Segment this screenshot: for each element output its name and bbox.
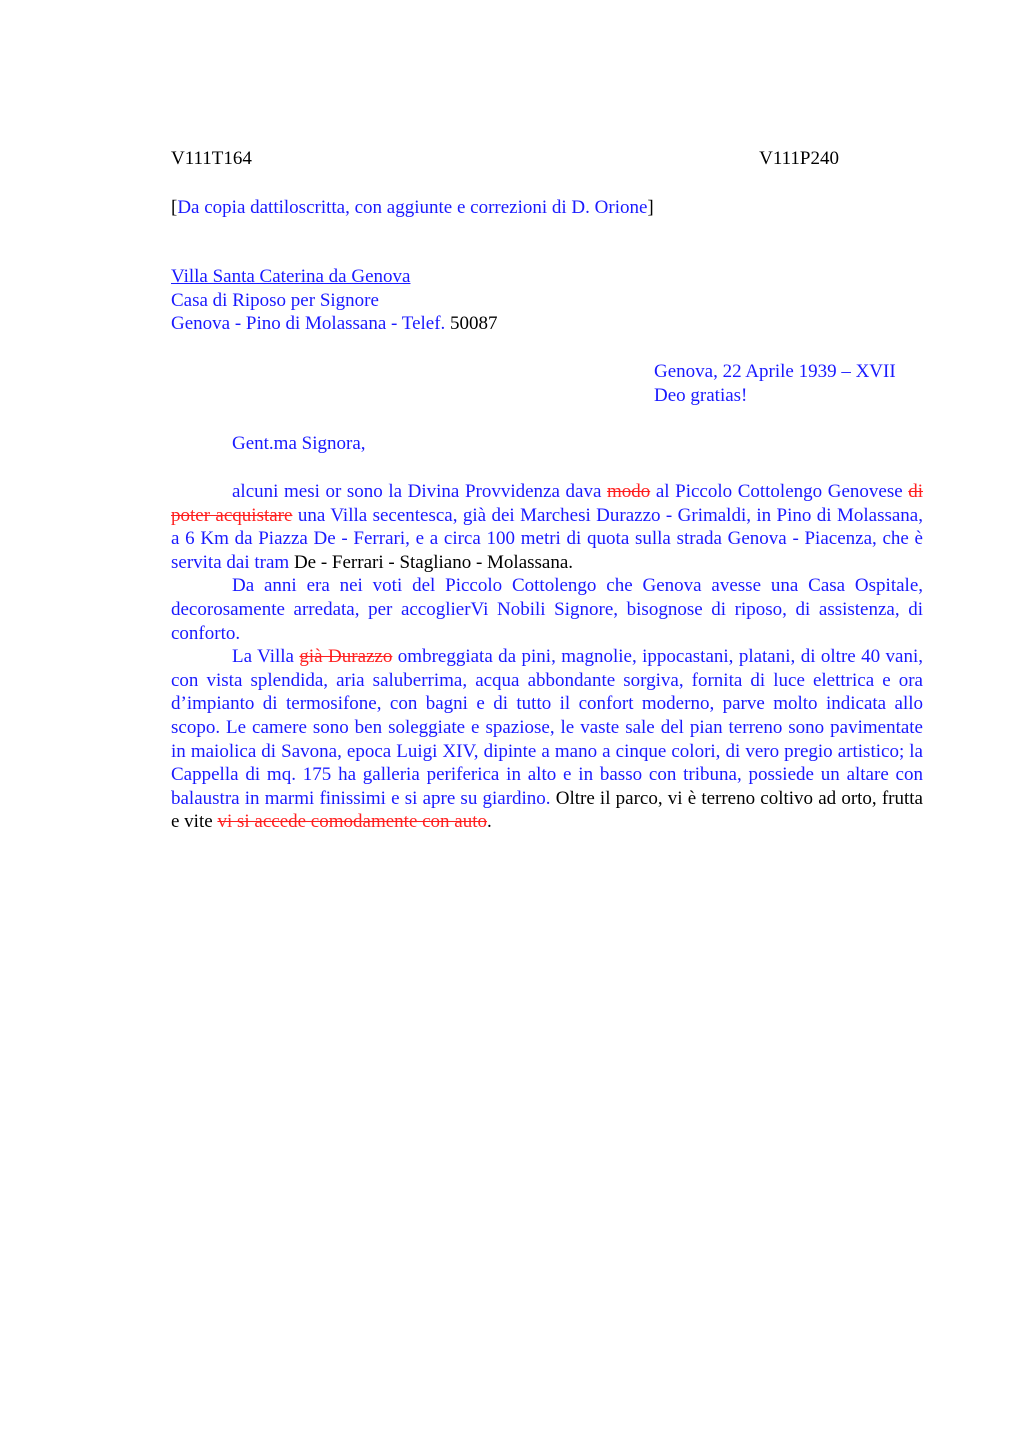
p1-tram-line: De - Ferrari - Stagliano - Molassana. [293, 551, 574, 573]
archive-code-left: V111T164 [171, 148, 252, 169]
letter-body [171, 480, 923, 834]
source-note-text: Da copia dattiloscritta, con aggiunte e correzioni di D. Orione [177, 197, 648, 218]
letterhead [171, 265, 498, 336]
p1-deleted-1: modo [606, 481, 651, 502]
salutation: Gent.ma Signora, [232, 433, 366, 454]
p1-text-1: alcuni mesi or sono la Divina Provvidenza dava [232, 481, 607, 502]
p1-text-2: al Piccolo Cottolengo Genovese [650, 481, 909, 502]
source-note-open-bracket: [ [171, 197, 178, 218]
source-note-close-bracket: ] [647, 197, 654, 218]
p3-deleted-2: vi si accede comodamente con auto [217, 811, 488, 833]
p3-text-2: ombreggiata da pini, magnolie, ippocastani, platani, di oltre 40 vani, con vista splendida, aria saluberrima, acqua abbondante sorgiva, fornita di luce elettrica e ora d’impianto di termosifone, con bagni e di tutto il confort moderno, parve molto indicata allo scopo. Le camere sono ben soleggiate e spaziose, le vaste sale del pian terreno sono pavimentate in maiolica di Savona, epoca Luigi XIV, dipinte a mano a cinque colori, di vero pregio artistico; la Cappella di mq. 175 ha galleria periferica in alto e in basso con tribuna, possiede un altare con balaustra in marmi finissimi e si apre su giardino. [171, 646, 924, 809]
body-paragraph-3 [171, 645, 923, 834]
body-paragraph-2: Da anni era nei voti del Piccolo Cottolengo che Genova avesse una Casa Ospitale, decorosamente arredata, per accoglierVi Nobili Signore, bisognose di riposo, di assistenza, di conforto. [171, 575, 923, 644]
archive-code-right: V111P240 [759, 148, 839, 169]
letter-date: Genova, 22 Aprile 1939 – XVII [654, 361, 896, 382]
date-block [654, 360, 896, 407]
p3-text-3: Oltre il parco, vi è terreno coltivo ad orto, frutta e vite [171, 787, 923, 833]
letterhead-address [171, 312, 498, 336]
p3-deleted-1: già Durazzo [299, 646, 393, 668]
archive-codes [171, 146, 839, 172]
letterhead-phone-number: 50087 [445, 313, 498, 334]
p1-text-3: una Villa secentesca, già dei Marchesi Durazzo - Grimaldi, in Pino di Molassana, a 6 Km da Piazza De - Ferrari, e a circa 100 metri di quota sulla strada Genova - Piacenza, che è servita dai tram [171, 504, 923, 573]
letterhead-address-text: Genova - Pino di Molassana - Telef. [171, 313, 446, 334]
source-note [171, 195, 654, 221]
letter-motto: Deo gratias! [654, 384, 748, 406]
body-paragraph-1 [171, 480, 923, 574]
letterhead-subtitle: Casa di Riposo per Signore [171, 289, 379, 311]
letterhead-villa-name: Villa Santa Caterina da Genova [171, 266, 411, 287]
p3-final-period: . [487, 811, 492, 833]
p3-text-1: La Villa [232, 646, 300, 668]
p1-deleted-2: di poter acquistare [171, 481, 924, 526]
